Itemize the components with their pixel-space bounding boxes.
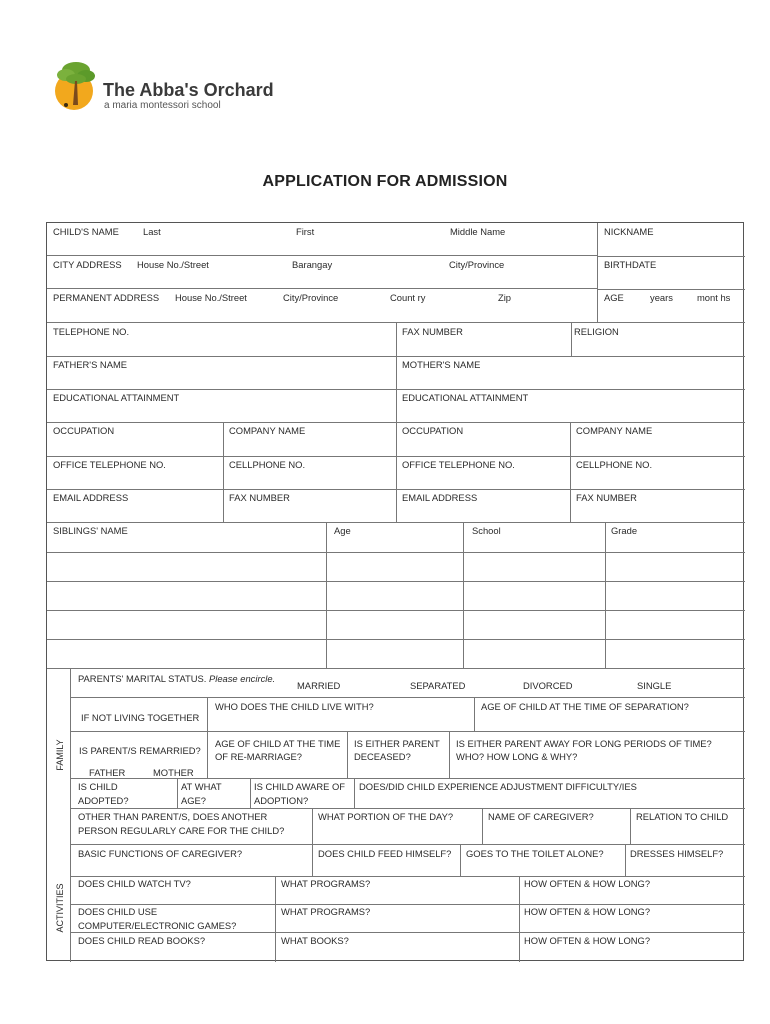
tv-programs-label: WHAT PROGRAMS? [281, 878, 371, 889]
father-option[interactable]: FATHER [89, 767, 126, 778]
father-company-label: COMPANY NAME [229, 425, 306, 436]
adopted-label-1: IS CHILD [78, 781, 118, 792]
barangay-label: Barangay [292, 259, 333, 270]
books-frequency-label: HOW OFTEN & HOW LONG? [524, 935, 651, 946]
divorced-option[interactable]: DIVORCED [523, 680, 573, 691]
siblings-grade-label: Grade [611, 525, 638, 536]
father-office-tel-label: OFFICE TELEPHONE NO. [53, 459, 166, 470]
away-label-1: IS EITHER PARENT AWAY FOR LONG PERIODS OF TIME? [456, 738, 712, 749]
deceased-label-2: DECEASED? [354, 751, 411, 762]
aware-adoption-label-1: IS CHILD AWARE OF [254, 781, 345, 792]
logo-tagline: a maria montessori school [104, 100, 221, 111]
other-caregiver-label-1: OTHER THAN PARENT/S, DOES ANOTHER [78, 811, 268, 822]
birthdate-label: BIRTHDATE [604, 259, 657, 270]
tv-frequency-label: HOW OFTEN & HOW LONG? [524, 878, 651, 889]
computer-programs-label: WHAT PROGRAMS? [281, 906, 371, 917]
siblings-school-label: School [472, 525, 501, 536]
father-cellphone-label: CELLPHONE NO. [229, 459, 306, 470]
father-fax-label: FAX NUMBER [229, 492, 290, 503]
if-not-living-label: IF NOT LIVING TOGETHER [81, 712, 200, 723]
mother-company-label: COMPANY NAME [576, 425, 653, 436]
admission-form [46, 222, 744, 961]
mother-option[interactable]: MOTHER [153, 767, 194, 778]
mother-email-label: EMAIL ADDRESS [402, 492, 478, 503]
age-at-remarriage-label-1: AGE OF CHILD AT THE TIME [215, 738, 341, 749]
age-at-remarriage-label-2: OF RE-MARRIAGE? [215, 751, 302, 762]
father-education-label: EDUCATIONAL ATTAINMENT [53, 392, 180, 403]
separated-option[interactable]: SEPARATED [410, 680, 466, 691]
first-name-label: First [296, 226, 315, 237]
toilet-alone-label: GOES TO THE TOILET ALONE? [466, 848, 604, 859]
aware-adoption-label-2: ADOPTION? [254, 795, 309, 806]
computer-label-2: COMPUTER/ELECTRONIC GAMES? [78, 920, 237, 931]
activities-section-label: ACTIVITIES [55, 883, 65, 933]
dresses-himself-label: DRESSES HIMSELF? [630, 848, 724, 859]
fathers-name-label: FATHER'S NAME [53, 359, 128, 370]
mother-education-label: EDUCATIONAL ATTAINMENT [402, 392, 529, 403]
adoption-age-label-1: AT WHAT [181, 781, 222, 792]
age-label: AGE [604, 292, 624, 303]
caregiver-name-label: NAME OF CAREGIVER? [488, 811, 594, 822]
father-email-label: EMAIL ADDRESS [53, 492, 129, 503]
mothers-name-label: MOTHER'S NAME [402, 359, 481, 370]
remarried-label: IS PARENT/S REMARRIED? [79, 745, 201, 756]
read-books-label: DOES CHILD READ BOOKS? [78, 935, 206, 946]
adoption-age-label-2: AGE? [181, 795, 207, 806]
marital-status-label: PARENTS' MARITAL STATUS. Please encircle. [78, 673, 276, 684]
what-books-label: WHAT BOOKS? [281, 935, 349, 946]
basic-functions-label: BASIC FUNCTIONS OF CAREGIVER? [78, 848, 243, 859]
fax-label: FAX NUMBER [402, 326, 463, 337]
single-option[interactable]: SINGLE [637, 680, 672, 691]
childs-name-label: CHILD'S NAME [53, 226, 119, 237]
years-label: years [650, 292, 673, 303]
relation-to-child-label: RELATION TO CHILD [636, 811, 729, 822]
other-caregiver-label-2: PERSON REGULARLY CARE FOR THE CHILD? [78, 825, 285, 836]
permanent-house-label: House No./Street [175, 292, 247, 303]
siblings-name-label: SIBLINGS' NAME [53, 525, 128, 536]
computer-label-1: DOES CHILD USE [78, 906, 158, 917]
country-label: Count ry [390, 292, 426, 303]
page-title: APPLICATION FOR ADMISSION [262, 173, 508, 190]
computer-frequency-label: HOW OFTEN & HOW LONG? [524, 906, 651, 917]
deceased-label-1: IS EITHER PARENT [354, 738, 440, 749]
nickname-label: NICKNAME [604, 226, 654, 237]
siblings-age-label: Age [334, 525, 351, 536]
city-province-label: City/Province [449, 259, 505, 270]
permanent-address-label: PERMANENT ADDRESS [53, 292, 160, 303]
father-occupation-label: OCCUPATION [53, 425, 115, 436]
adjustment-label: DOES/DID CHILD EXPERIENCE ADJUSTMENT DIFFICULTY/IES [359, 781, 637, 792]
religion-label: RELIGION [574, 326, 619, 337]
family-section-label: FAMILY [55, 739, 65, 771]
last-name-label: Last [143, 226, 161, 237]
zip-label: Zip [498, 292, 512, 303]
who-lives-with-label: WHO DOES THE CHILD LIVE WITH? [215, 701, 374, 712]
months-label: mont hs [697, 292, 731, 303]
mother-occupation-label: OCCUPATION [402, 425, 464, 436]
school-logo [50, 55, 102, 117]
adopted-label-2: ADOPTED? [78, 795, 129, 806]
house-street-label: House No./Street [137, 259, 209, 270]
portion-of-day-label: WHAT PORTION OF THE DAY? [318, 811, 454, 822]
logo-name: The Abba's Orchard [103, 80, 274, 100]
mother-office-tel-label: OFFICE TELEPHONE NO. [402, 459, 515, 470]
away-label-2: WHO? HOW LONG & WHY? [456, 751, 578, 762]
mother-cellphone-label: CELLPHONE NO. [576, 459, 653, 470]
city-address-label: CITY ADDRESS [53, 259, 122, 270]
middle-name-label: Middle Name [450, 226, 506, 237]
watch-tv-label: DOES CHILD WATCH TV? [78, 878, 191, 889]
married-option[interactable]: MARRIED [297, 680, 341, 691]
age-at-separation-label: AGE OF CHILD AT THE TIME OF SEPARATION? [481, 701, 689, 712]
permanent-city-label: City/Province [283, 292, 339, 303]
mother-fax-label: FAX NUMBER [576, 492, 637, 503]
telephone-label: TELEPHONE NO. [53, 326, 130, 337]
feed-himself-label: DOES CHILD FEED HIMSELF? [318, 848, 452, 859]
